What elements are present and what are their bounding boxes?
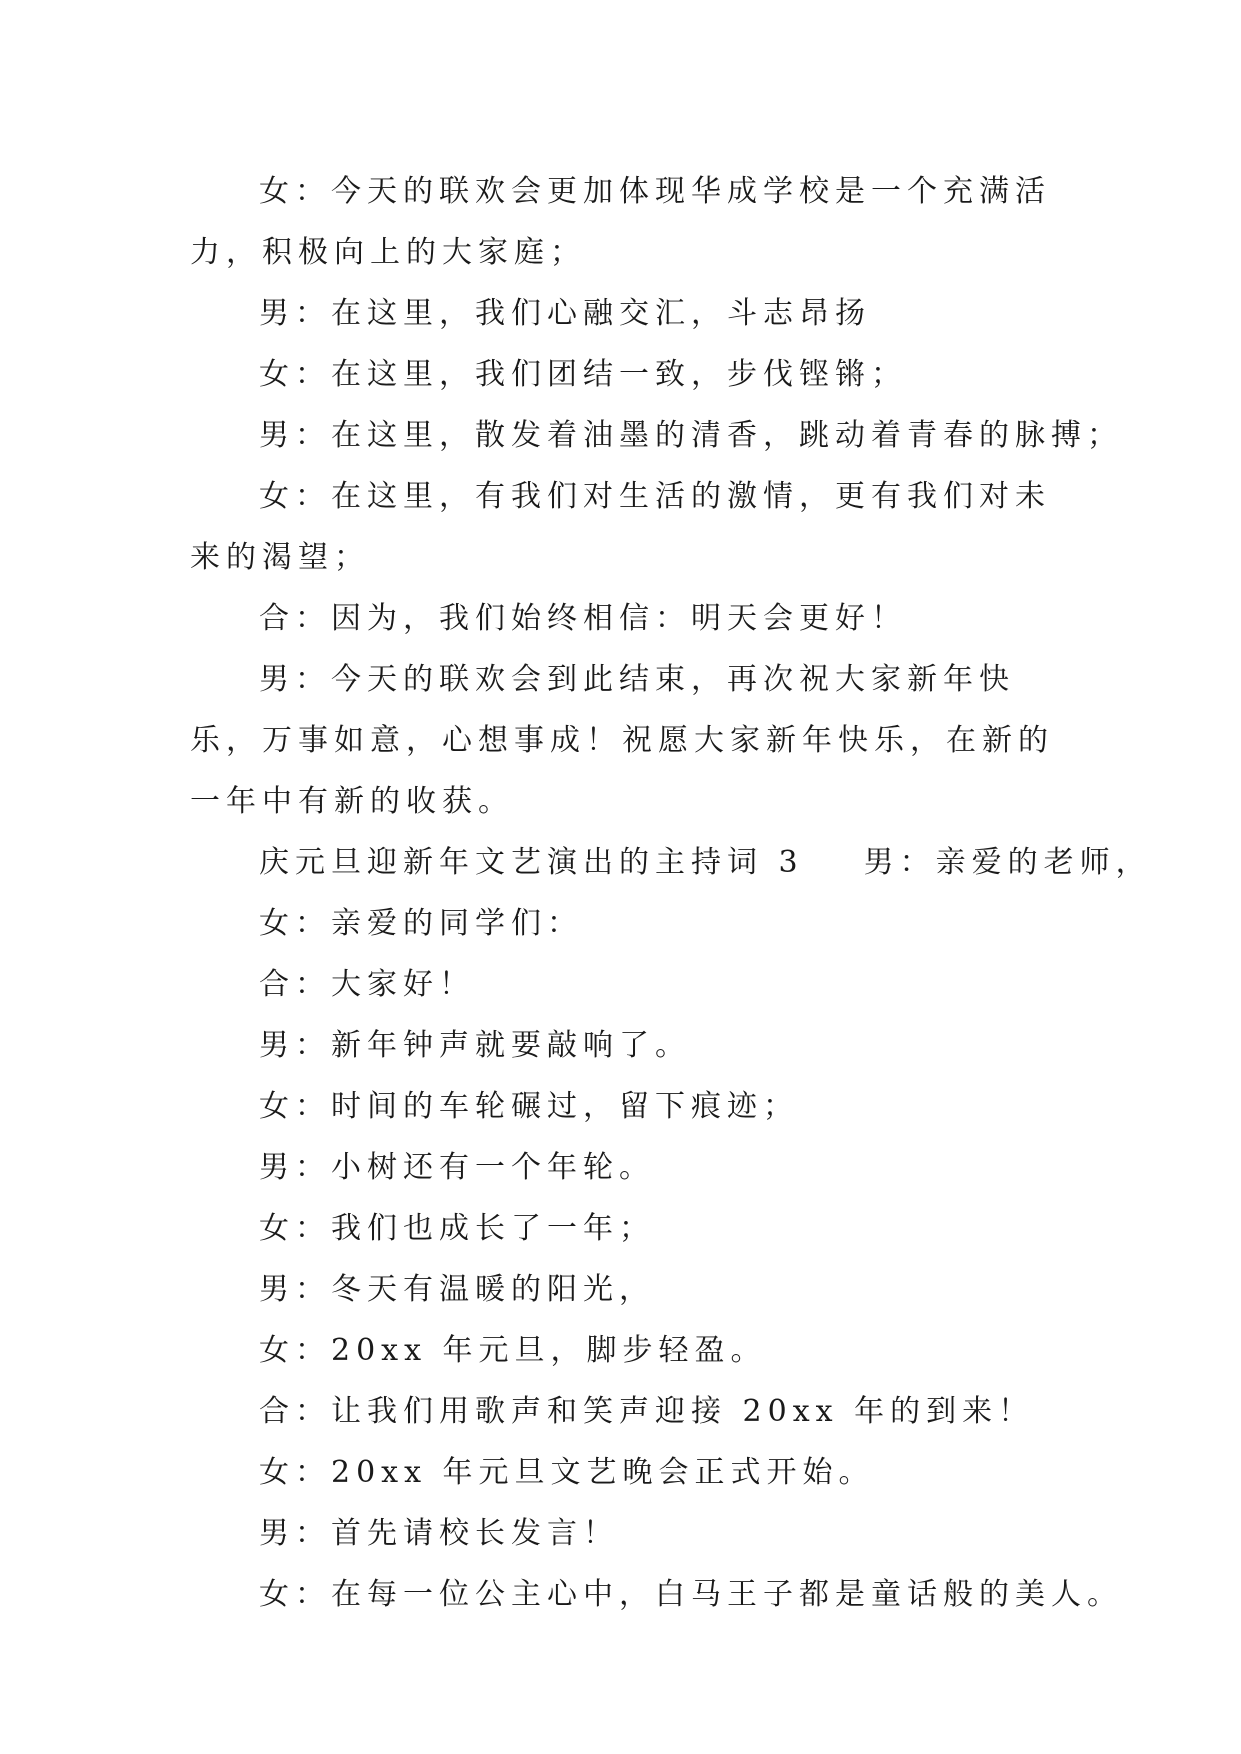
paragraph: 女：我们也成长了一年；: [259, 1211, 655, 1246]
paragraph: 男：今天的联欢会到此结束，再次祝大家新年快乐，万事如意，心想事成！祝愿大家新年快乐，在新的一年中有新的收获。: [190, 662, 1054, 819]
paragraph: 女：今天的联欢会更加体现华成学校是一个充满活力，积极向上的大家庭；: [190, 174, 1051, 270]
paragraph: 男：新年钟声就要敲响了。: [259, 1028, 691, 1063]
section-heading-line: [190, 832, 1152, 893]
paragraph: 女：时间的车轮碾过，留下痕迹；: [259, 1089, 799, 1124]
paragraph: 女：亲爱的同学们：: [259, 906, 583, 941]
paragraph: 男：首先请校长发言！: [259, 1516, 619, 1551]
section-heading: 庆元旦迎新年文艺演出的主持词 3: [259, 845, 804, 880]
paragraph: 男：小树还有一个年轮。: [259, 1150, 655, 1185]
paragraph: 合：大家好！: [259, 967, 475, 1002]
paragraph: 男：冬天有温暖的阳光，: [259, 1272, 655, 1307]
document-body: [190, 161, 1152, 1625]
paragraph: 合：让我们用歌声和笑声迎接 20xx 年的到来！: [259, 1394, 1035, 1429]
paragraph: 女：20xx 年元旦文艺晚会正式开始。: [259, 1455, 875, 1490]
paragraph: 男：在这里，散发着油墨的清香，跳动着青春的脉搏；: [259, 418, 1123, 453]
paragraph: 女：在每一位公主心中，白马王子都是童话般的美人。: [259, 1577, 1123, 1612]
paragraph: 女：在这里，我们团结一致，步伐铿锵；: [259, 357, 907, 392]
section-first-line: 男：亲爱的老师，: [863, 845, 1152, 880]
paragraph: 男：在这里，我们心融交汇，斗志昂扬: [259, 296, 871, 331]
paragraph: 女：20xx 年元旦，脚步轻盈。: [259, 1333, 767, 1368]
paragraph: 女：在这里，有我们对生活的激情，更有我们对未来的渴望；: [190, 479, 1051, 575]
paragraph: 合：因为，我们始终相信：明天会更好！: [259, 601, 907, 636]
